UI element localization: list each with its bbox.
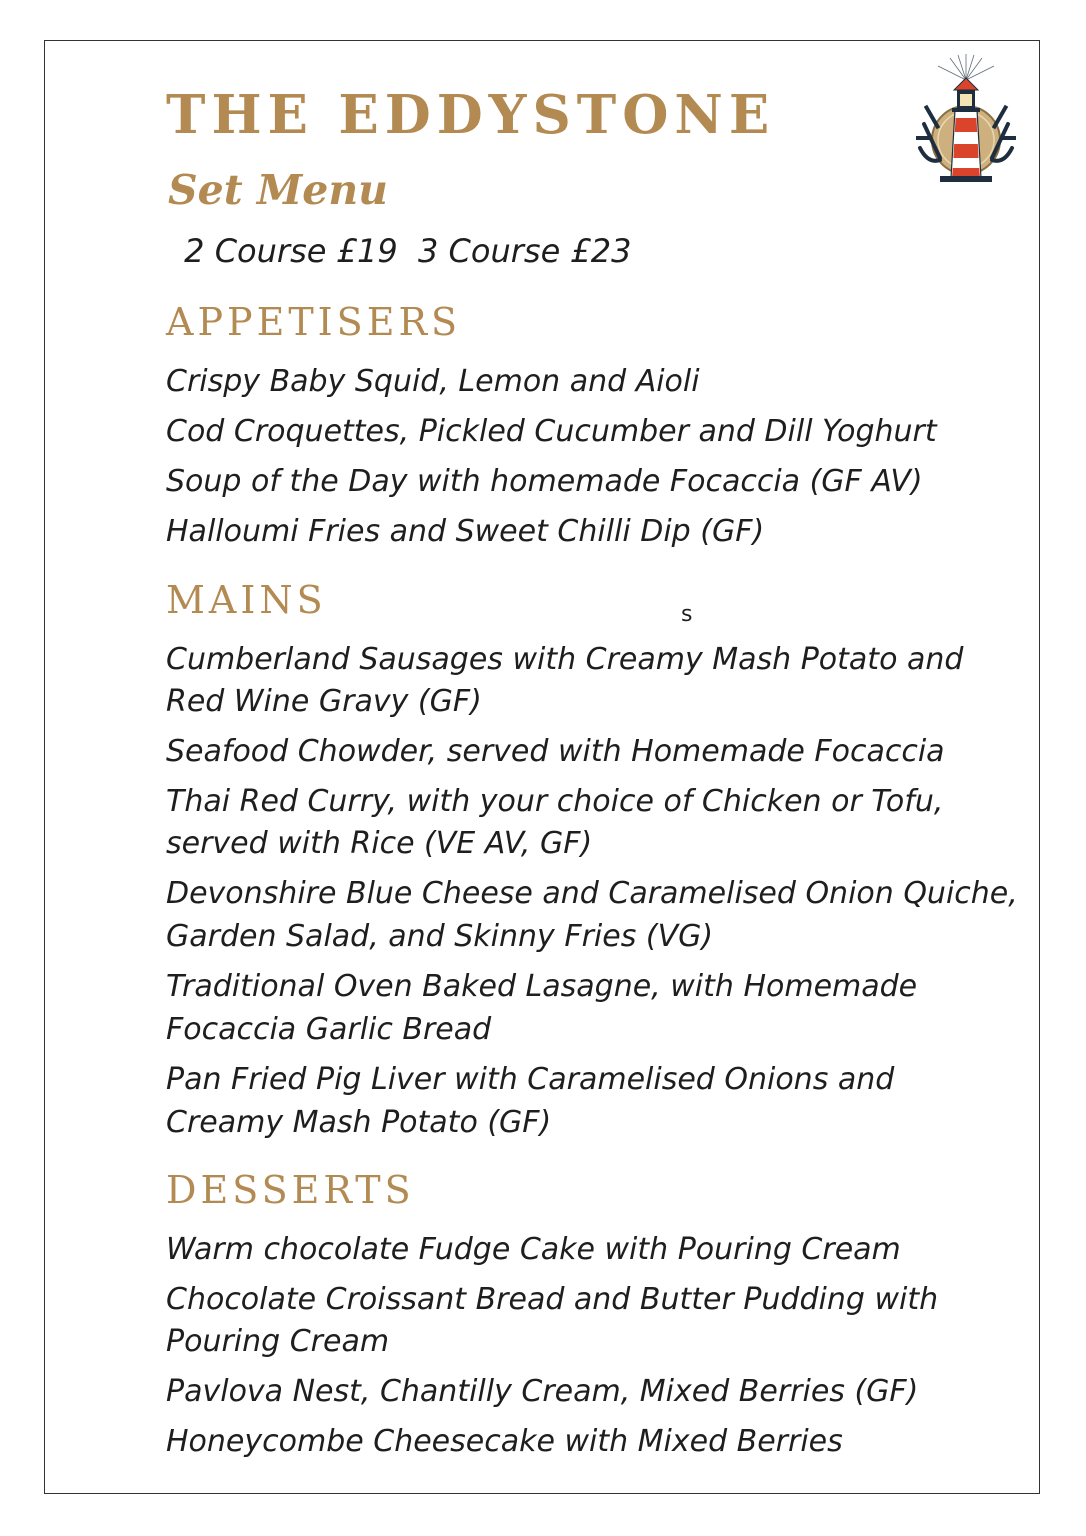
appetisers-heading: APPETISERS bbox=[166, 300, 462, 344]
menu-item: Cumberland Sausages with Creamy Mash Potato and bbox=[166, 642, 964, 677]
menu-item: Traditional Oven Baked Lasagne, with Homemade bbox=[166, 969, 918, 1004]
menu-title: Set Menu bbox=[168, 166, 388, 214]
course-pricing: 2 Course £19 3 Course £23 bbox=[174, 232, 632, 270]
menu-item: Devonshire Blue Cheese and Caramelised Onion Quiche, bbox=[166, 876, 1018, 911]
menu-item: Halloumi Fries and Sweet Chilli Dip (GF) bbox=[166, 514, 765, 549]
menu-item: Warm chocolate Fudge Cake with Pouring Cream bbox=[166, 1232, 901, 1267]
menu-item: Pavlova Nest, Chantilly Cream, Mixed Berries (GF) bbox=[166, 1374, 919, 1409]
restaurant-name: THE EDDYSTONE bbox=[166, 84, 776, 146]
menu-item: Thai Red Curry, with your choice of Chicken or Tofu, bbox=[166, 784, 944, 819]
menu-item: served with Rice (VE AV, GF) bbox=[166, 826, 593, 861]
menu-item: Garden Salad, and Skinny Fries (VG) bbox=[166, 919, 714, 954]
menu-item: Chocolate Croissant Bread and Butter Pudding with bbox=[166, 1282, 939, 1317]
lighthouse-emblem-icon bbox=[910, 52, 1022, 188]
menu-item: Cod Croquettes, Pickled Cucumber and Dill Yoghurt bbox=[166, 414, 937, 449]
menu-item: Crispy Baby Squid, Lemon and Aioli bbox=[166, 364, 700, 399]
menu-item: Honeycombe Cheesecake with Mixed Berries bbox=[166, 1424, 843, 1459]
stray-character: s bbox=[681, 602, 693, 627]
menu-item: Soup of the Day with homemade Focaccia (GF AV) bbox=[166, 464, 923, 499]
menu-item: Seafood Chowder, served with Homemade Focaccia bbox=[166, 734, 945, 769]
menu-item: Red Wine Gravy (GF) bbox=[166, 684, 482, 719]
menu-item: Creamy Mash Potato (GF) bbox=[166, 1105, 552, 1140]
menu-item: Pouring Cream bbox=[166, 1324, 390, 1359]
mains-heading: MAINS bbox=[166, 578, 327, 622]
menu-item: Focaccia Garlic Bread bbox=[166, 1012, 492, 1047]
menu-item: Pan Fried Pig Liver with Caramelised Onions and bbox=[166, 1062, 895, 1097]
desserts-heading: DESSERTS bbox=[166, 1168, 415, 1212]
